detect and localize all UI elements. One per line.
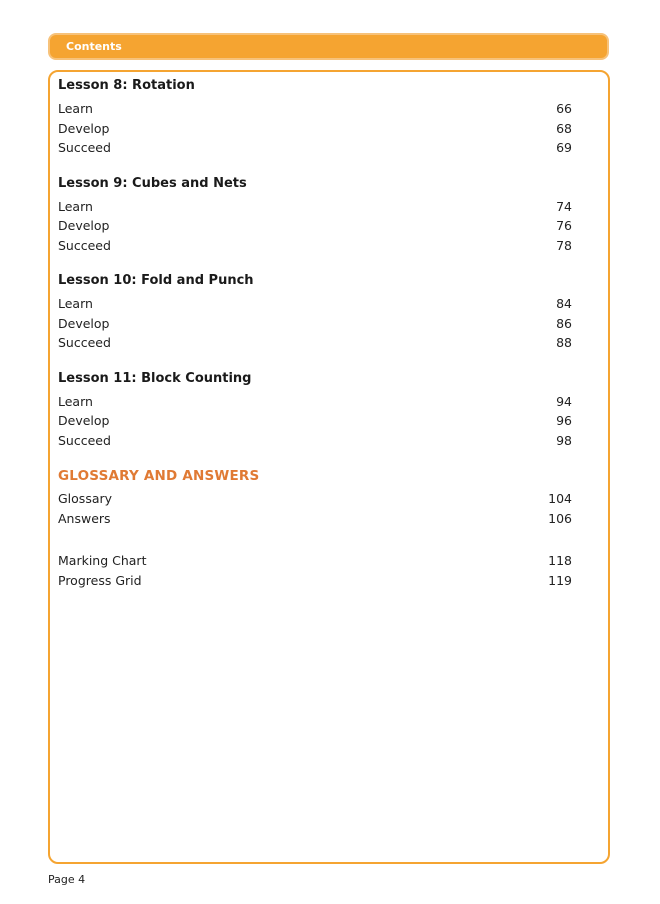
contents-header-title: Contents [66,40,122,53]
toc-entry-page: 76 [556,218,572,233]
toc-entry-label: Marking Chart [58,553,147,568]
lesson-11-title: Lesson 11: Block Counting [58,370,252,386]
toc-entry-page: 69 [556,140,572,155]
toc-entry-page: 78 [556,237,572,253]
toc-entry-page: 74 [556,198,572,214]
toc-entry-label: Succeed [58,335,111,350]
section-spacer [58,450,572,466]
toc-entry-label: Progress Grid [58,572,142,588]
toc-entry-label: Develop [58,315,110,331]
extras-section [58,551,572,590]
contents-header-bar [48,33,609,60]
lesson-8-section [58,76,572,158]
toc-entry-page: 86 [556,315,572,331]
toc-entry-page: 106 [548,510,572,526]
toc-entry-page: 94 [556,393,572,409]
toc-entry-page: 66 [556,101,572,116]
toc-entry-progress-grid[interactable] [58,571,572,591]
toc-entry-lesson-11-learn[interactable] [58,392,572,412]
toc-entry-lesson-8-succeed[interactable] [58,138,572,158]
toc-entry-lesson-10-learn[interactable] [58,294,572,314]
glossary-section-title: GLOSSARY AND ANSWERS [58,468,260,484]
toc-entry-answers[interactable] [58,509,572,529]
toc-entry-label: Learn [58,296,93,311]
toc-entry-label: Develop [58,413,110,428]
lesson-9-title: Lesson 9: Cubes and Nets [58,175,247,191]
toc-entry-lesson-9-develop[interactable] [58,216,572,236]
toc-entry-page: 96 [556,413,572,428]
toc-entry-label: Succeed [58,237,111,253]
toc-entry-label: Learn [58,101,93,116]
lesson-10-title: Lesson 10: Fold and Punch [58,273,254,288]
glossary-section [58,466,572,528]
toc-entry-page: 104 [548,491,572,506]
toc-entry-label: Glossary [58,491,113,506]
toc-entry-label: Develop [58,120,110,136]
table-of-contents [58,76,572,590]
section-spacer [58,255,572,271]
toc-entry-label: Develop [58,218,110,233]
toc-entry-page: 118 [548,553,572,568]
lesson-8-title: Lesson 8: Rotation [58,78,195,93]
toc-entry-marking-chart[interactable] [58,551,572,571]
lesson-9-section [58,174,572,256]
section-spacer [58,158,572,174]
toc-entry-label: Succeed [58,432,111,448]
toc-entry-label: Answers [58,510,111,526]
toc-entry-label: Learn [58,393,93,409]
toc-entry-page: 84 [556,296,572,311]
lesson-11-section [58,369,572,451]
toc-entry-lesson-9-learn[interactable] [58,197,572,217]
toc-entry-glossary[interactable] [58,489,572,509]
toc-entry-lesson-11-develop[interactable] [58,411,572,431]
toc-entry-page: 68 [556,120,572,136]
toc-entry-label: Learn [58,198,93,214]
contents-frame [48,70,610,864]
toc-entry-page: 119 [548,572,572,588]
section-spacer [58,353,572,369]
toc-entry-lesson-9-succeed[interactable] [58,236,572,256]
toc-entry-label: Succeed [58,140,111,155]
toc-entry-lesson-11-succeed[interactable] [58,431,572,451]
toc-entry-page: 98 [556,432,572,448]
page-number: Page 4 [48,873,86,886]
section-spacer [58,528,572,551]
toc-entry-lesson-8-learn[interactable] [58,99,572,119]
toc-entry-lesson-10-succeed[interactable] [58,333,572,353]
toc-entry-page: 88 [556,335,572,350]
lesson-10-section [58,271,572,353]
toc-entry-lesson-8-develop[interactable] [58,119,572,139]
toc-entry-lesson-10-develop[interactable] [58,314,572,334]
